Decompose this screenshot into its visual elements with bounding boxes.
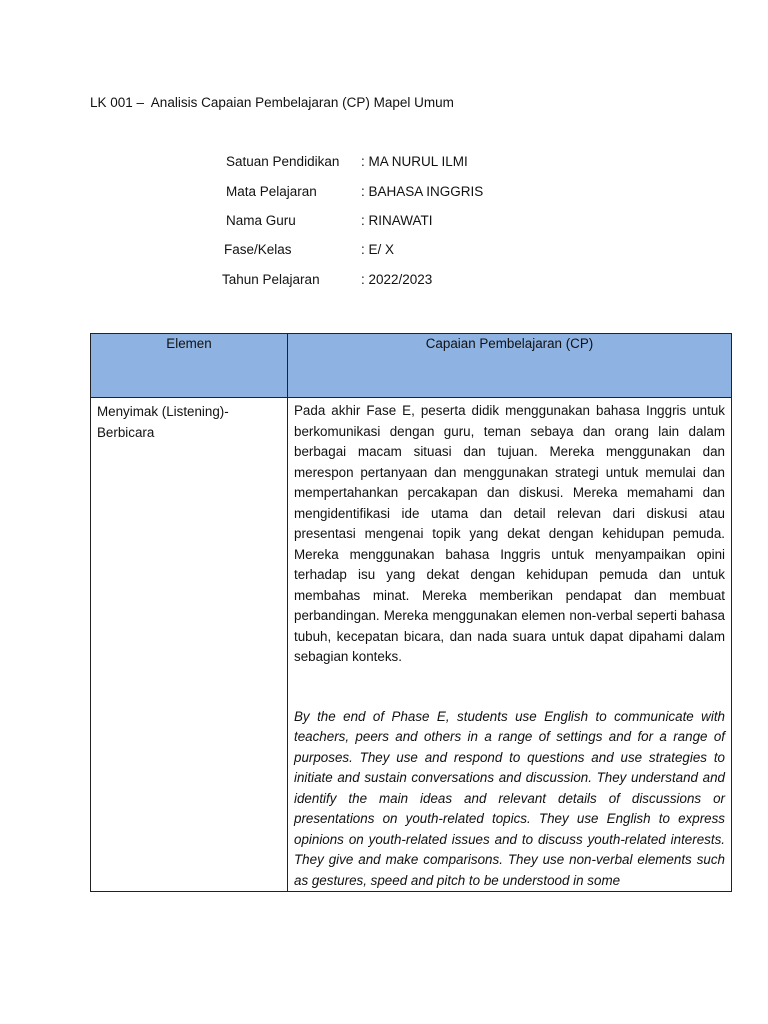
cp-text-english: By the end of Phase E, students use English to communicate with teachers, peers and others in a range of settings and for a range of purposes. They use and respond to questions and use strategies to initiate and sustain conversations and discussion. They understand and identify the main ideas and relevant details of discussions or presentations on youth-related topics. They use English to express opinions on youth-related issues and to discuss youth-related interests. They give and make comparisons. They use non-verbal elements such as gestures, speed and pitch to be understood in some <box>294 708 725 888</box>
meta-value: : BAHASA INGGRIS <box>361 184 484 199</box>
meta-row-tahun-pelajaran <box>0 272 768 292</box>
meta-value: : 2022/2023 <box>361 272 433 287</box>
header-elemen: Elemen <box>91 334 288 398</box>
cp-cell <box>288 398 732 892</box>
meta-row-nama-guru <box>0 213 768 233</box>
meta-value: : E/ X <box>361 242 395 257</box>
meta-row-mata-pelajaran <box>0 184 768 204</box>
document-title: LK 001 – Analisis Capaian Pembelajaran (CP) Mapel Umum <box>90 95 454 110</box>
elemen-cell: Menyimak (Listening)- Berbicara <box>91 398 288 892</box>
meta-label: Fase/Kelas <box>224 242 292 257</box>
table-header-row <box>91 334 732 398</box>
meta-value: : MA NURUL ILMI <box>361 154 468 169</box>
header-capaian-pembelajaran: Capaian Pembelajaran (CP) <box>288 334 732 398</box>
meta-label: Tahun Pelajaran <box>222 272 320 287</box>
meta-label: Mata Pelajaran <box>226 184 317 199</box>
meta-label: Satuan Pendidikan <box>226 154 340 169</box>
table-row <box>91 398 732 892</box>
meta-row-satuan-pendidikan <box>0 154 768 174</box>
cp-text-indonesian: Pada akhir Fase E, peserta didik menggunakan bahasa Inggris untuk berkomunikasi dengan guru, teman sebaya dan orang lain dalam berbagai macam situasi dan tujuan. Mereka menggunakan dan merespon pertanyaan dan menggunakan strategi untuk memulai dan mempertahankan percakapan dan diskusi. Mereka memahami dan mengidentifikasi ide utama dan detail relevan dari diskusi atau presentasi mengenai topik yang dekat dengan kehidupan pemuda. Mereka menggunakan bahasa Inggris untuk menyampaikan opini terhadap isu yang dekat dengan kehidupan pemuda dan untuk membahas minat. Mereka memberikan pendapat dan membuat perbandingan. Mereka menggunakan elemen non-verbal seperti bahasa tubuh, kecepatan bicara, dan nada suara untuk dapat dipahami dalam sebagian konteks. <box>294 403 725 664</box>
meta-value: : RINAWATI <box>361 213 433 228</box>
meta-row-fase-kelas <box>0 242 768 262</box>
meta-label: Nama Guru <box>226 213 296 228</box>
cp-table <box>90 333 732 892</box>
